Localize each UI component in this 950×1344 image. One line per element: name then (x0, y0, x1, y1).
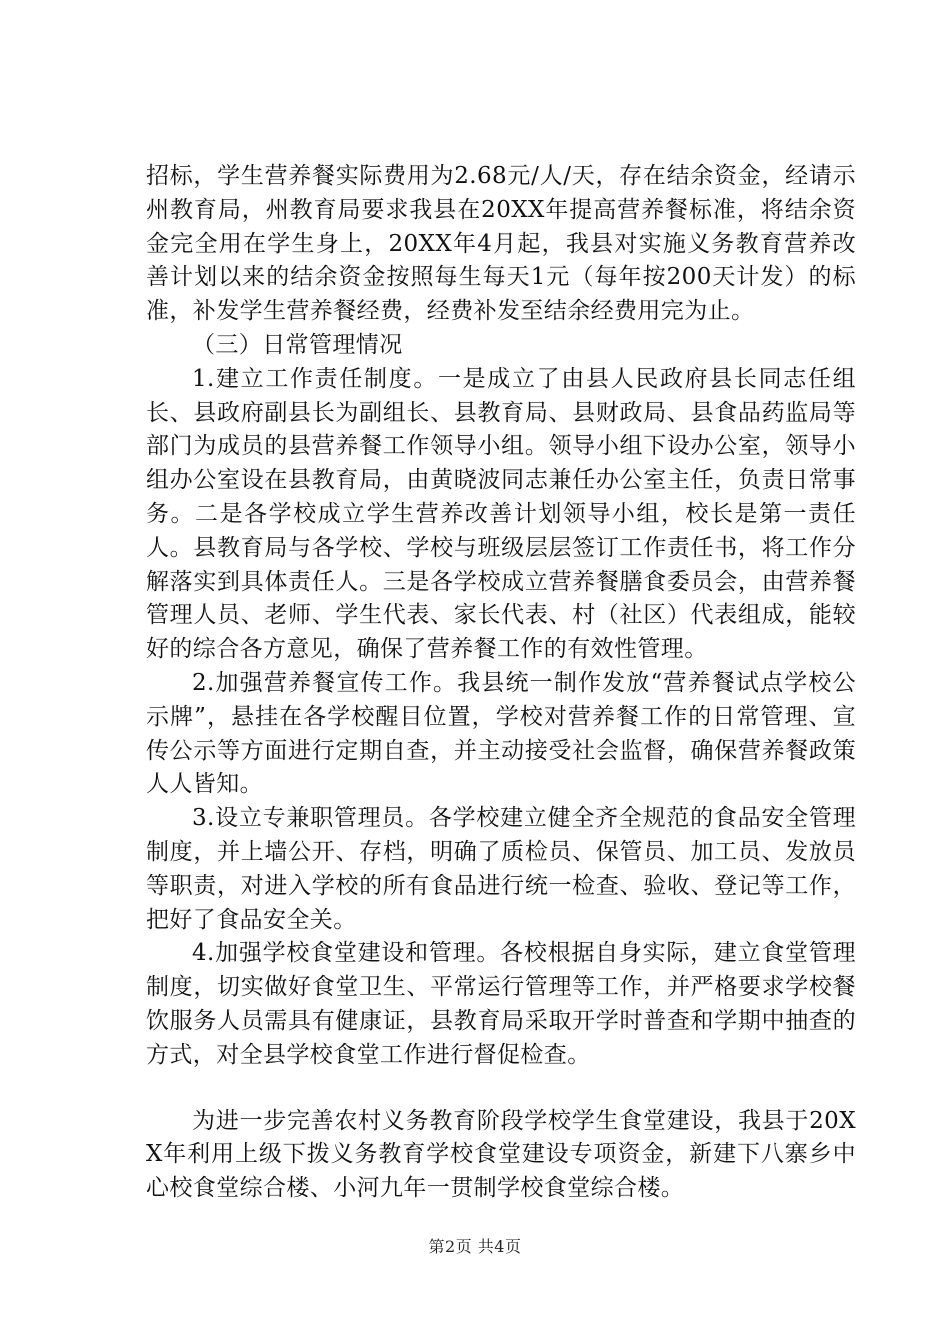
paragraph-continuation: 招标，学生营养餐实际费用为2.68元/人/天，存在结余资金，经请示州教育局，州教育局要求我县在20XX年提高营养餐标准，将结余资金完全用在学生身上，20XX年4月起，我县对实施义务教育营养改善计划以来的结余资金按照每生每天1元（每年按200天计发）的标准，补发学生营养餐经费，经费补发至结余经费用完为止。 (146, 163, 856, 325)
paragraph-item-1: 1.建立工作责任制度。一是成立了由县人民政府县长同志任组长、县政府副县长为副组长、县教育局、县财政局、县食品药监局等部门为成员的县营养餐工作领导小组。领导小组下设办公室，领导小组办公室设在县教育局，由黄晓波同志兼任办公室主任，负责日常事务。二是各学校成立学生营养改善计划领导小组，校长是第一责任人。县教育局与各学校、学校与班级层层签订工作责任书，将工作分解落实到具体责任人。三是各学校成立营养餐膳食委员会，由营养餐管理人员、老师、学生代表、家长代表、村（社区）代表组成，能较好的综合各方意见，确保了营养餐工作的有效性管理。 (146, 365, 856, 663)
page-footer: 第2页 共4页 (428, 1237, 522, 1256)
paragraph-item-4: 4.加强学校食堂建设和管理。各校根据自身实际，建立食堂管理制度，切实做好食堂卫生、平常运行管理等工作，并严格要求学校餐饮服务人员需具有健康证，县教育局采取开学时普查和学期中抽查的方式，对全县学校食堂工作进行督促检查。 (146, 940, 856, 1068)
paragraph-item-2: 2.加强营养餐宣传工作。我县统一制作发放“营养餐试点学校公示牌”，悬挂在各学校醒目位置，学校对营养餐工作的日常管理、宣传公示等方面进行定期自查，并主动接受社会监督，确保营养餐政策人人皆知。 (146, 669, 856, 798)
section-heading: （三）日常管理情况 (192, 331, 403, 358)
paragraph-canteen: 为进一步完善农村义务教育阶段学校学生食堂建设，我县于20XX年利用上级下拨义务教育学校食堂建设专项资金，新建下八寨乡中心校食堂综合楼、小河九年一贯制学校食堂综合楼。 (146, 1107, 856, 1202)
document-body (146, 160, 856, 1206)
paragraph-item-3: 3.设立专兼职管理员。各学校建立健全齐全规范的食品安全管理制度，并上墙公开、存档，明确了质检员、保管员、加工员、发放员等职责，对进入学校的所有食品进行统一检查、验收、登记等工作，把好了食品安全关。 (146, 805, 856, 933)
paragraph-gap (146, 1073, 856, 1105)
